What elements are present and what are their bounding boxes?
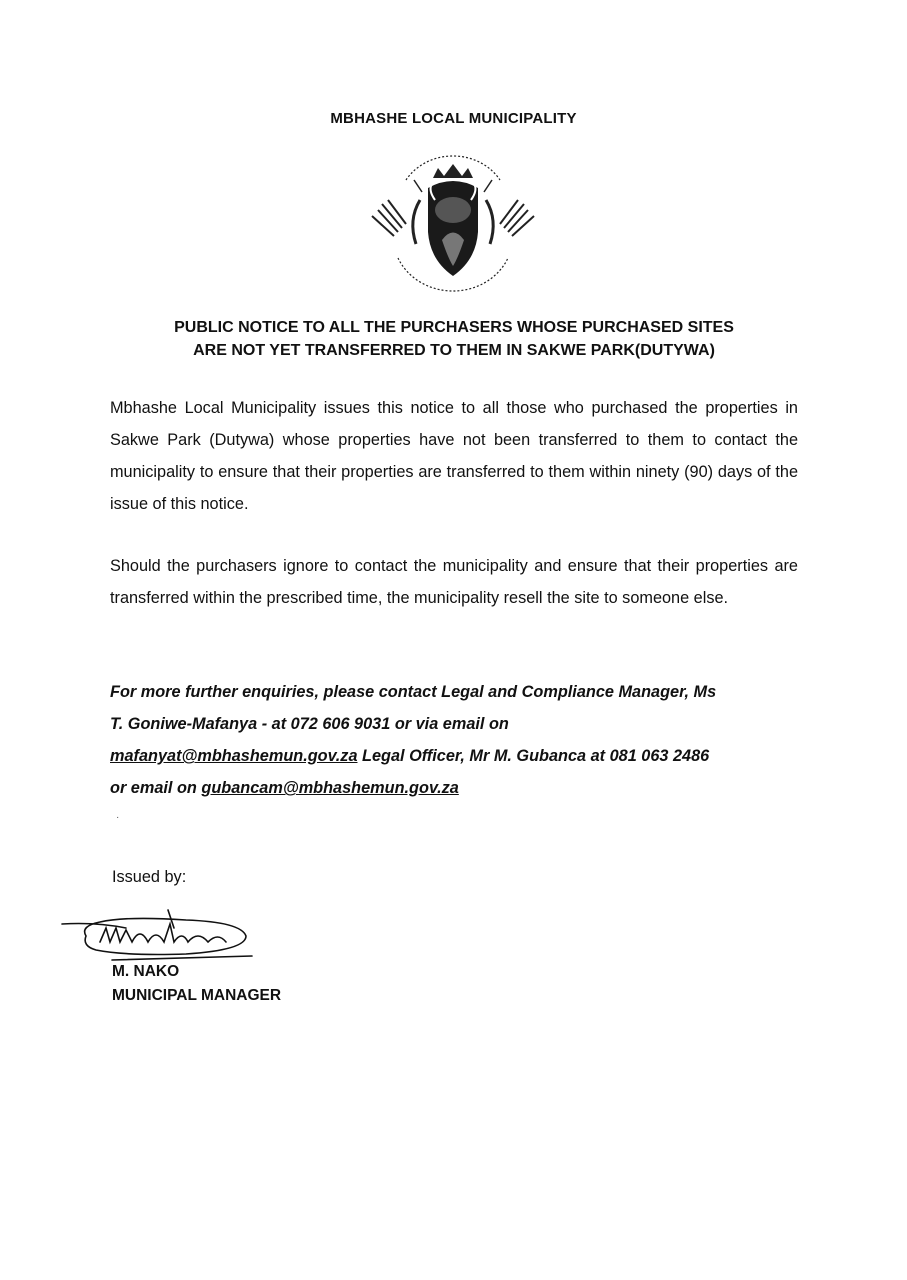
contact-word: 072 606 — [290, 715, 350, 733]
contact-word: via — [415, 715, 439, 733]
signer-title: MUNICIPAL MANAGER — [112, 987, 282, 1004]
signer-block — [112, 960, 281, 1008]
notice-paragraph-2: Should the purchasers ignore to contact the municipality and ensure that their properties are transferred within the prescribed time, the municipality resell the site to someone else. — [110, 557, 798, 607]
contact-section — [110, 676, 800, 804]
notice-title-line2: ARE NOT YET TRANSFERRED TO THEM IN SAKWE PARK(DUTYWA) — [193, 342, 715, 359]
contact-word: on — [488, 715, 509, 733]
contact-line-4 — [110, 772, 800, 804]
email-link-legal-manager[interactable]: mafanyat@mbhashemun.gov.za — [110, 747, 358, 765]
stray-mark: · — [116, 812, 120, 823]
organisation-heading: MBHASHE LOCAL MUNICIPALITY — [330, 110, 577, 127]
contact-line-2 — [110, 708, 798, 740]
contact-word: email — [442, 715, 485, 733]
signer-name: M. NAKO — [112, 963, 180, 980]
email-prefix-text: or email on — [110, 779, 202, 797]
contact-word: 9031 — [354, 715, 391, 733]
handwritten-signature-icon — [56, 902, 266, 968]
notice-title-line1: PUBLIC NOTICE TO ALL THE PURCHASERS WHOSE PURCHASED SITES — [174, 319, 734, 336]
notice-paragraph-1: Mbhashe Local Municipality issues this notice to all those who purchased the properties in Sakwe Park (Dutywa) whose properties have not been transferred to them to contact the municipality to ensure that their properties are transferred to them within ninety (90) days of the issue of this notice. — [110, 399, 798, 513]
email-link-legal-officer[interactable]: gubancam@mbhashemun.gov.za — [201, 779, 459, 797]
contact-line-3 — [110, 740, 800, 772]
municipal-crest-icon — [358, 140, 548, 300]
contact-word: Goniwe-Mafanya — [127, 715, 258, 733]
contact-word: or — [394, 715, 412, 733]
contact-line-1: For more further enquiries, please contact Legal and Compliance Manager, Ms — [110, 683, 717, 701]
notice-title — [100, 316, 808, 362]
contact-word: - at — [261, 715, 287, 733]
legal-officer-text: Legal Officer, Mr M. Gubanca at 081 063 2486 — [357, 747, 710, 765]
contact-word: T. — [110, 715, 124, 733]
issued-by-label: Issued by: — [112, 868, 187, 886]
